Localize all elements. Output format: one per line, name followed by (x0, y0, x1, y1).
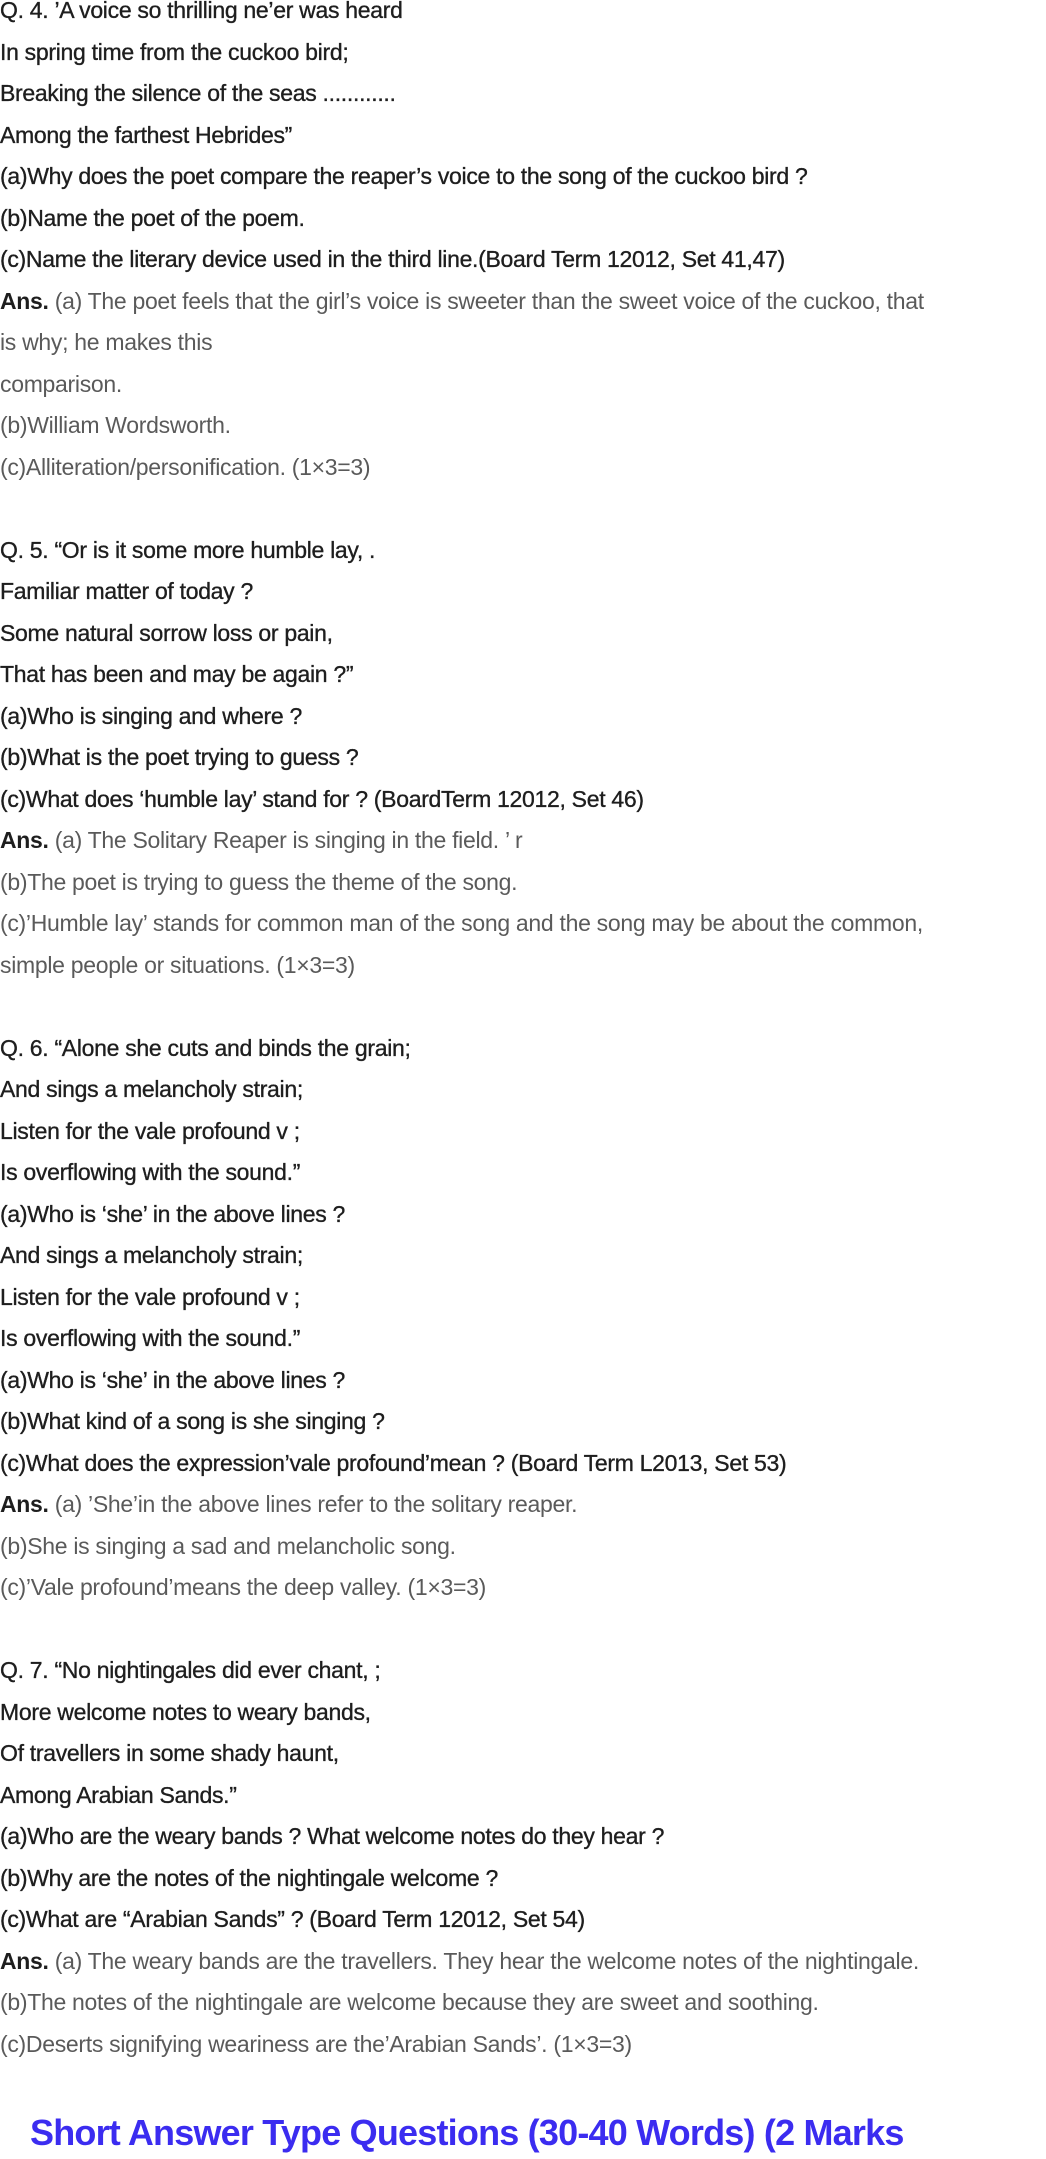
blank-line (0, 1609, 1046, 1651)
answer-line: (c)’Vale profound’means the deep valley. (1×3=3) (0, 1574, 486, 1600)
answer-line: (b)The notes of the nightingale are welcome because they are sweet and soothing. (0, 1989, 819, 2015)
question-line: In spring time from the cuckoo bird; (0, 38, 349, 65)
answer-line (0, 281, 1046, 323)
answer-label: Ans. (0, 287, 49, 314)
question-line: Q. 5. “Or is it some more humble lay, . (0, 536, 376, 563)
question-line: (b)What is the poet trying to guess ? (0, 744, 359, 770)
question-line: (a)Why does the poet compare the reaper’s voice to the song of the cuckoo bird ? (0, 163, 808, 189)
answer-line: (c)Deserts signifying weariness are the’Arabian Sands’. (1×3=3) (0, 2030, 632, 2057)
question-line: (a)Who is ‘she’ in the above lines ? (0, 1366, 346, 1393)
question-line: (a)Who is ‘she’ in the above lines ? (0, 1200, 346, 1227)
answer-label: Ans. (0, 1491, 49, 1517)
question-line: (a)Who is singing and where ? (0, 702, 302, 729)
question-line: Q. 4. ’A voice so thrilling ne’er was heard (0, 0, 403, 23)
question-line: Listen for the vale profound v ; (0, 1283, 300, 1310)
answer-line: (b)The poet is trying to guess the theme of the song. (0, 868, 518, 895)
question-line: (a)Who are the weary bands ? What welcome notes do they hear ? (0, 1823, 665, 1849)
question-line: And sings a melancholy strain; (0, 1076, 303, 1102)
question-line: (c)Name the literary device used in the third line.(Board Term 12012, Set 41,47) (0, 246, 785, 272)
question-line: Some natural sorrow loss or pain, (0, 619, 333, 646)
question-line: (c)What are “Arabian Sands” ? (Board Term 12012, Set 54) (0, 1906, 585, 1932)
answer-line: (c)’Humble lay’ stands for common man of the song and the song may be about the common, (0, 910, 923, 936)
blank-line (0, 488, 1046, 530)
answer-label: Ans. (0, 827, 49, 853)
question-line: Breaking the silence of the seas ............ (0, 80, 396, 106)
answer-label: Ans. (0, 1947, 49, 1974)
answer-line: comparison. (0, 370, 122, 397)
question-line: Among Arabian Sands.” (0, 1781, 237, 1808)
question-line: Among the farthest Hebrides” (0, 121, 293, 148)
answer-text: (a) ’She’in the above lines refer to the solitary reaper. (48, 1491, 578, 1517)
question-line: Q. 7. “No nightingales did ever chant, ; (0, 1657, 381, 1683)
question-line: Is overflowing with the sound.” (0, 1325, 301, 1351)
question-line: (b)What kind of a song is she singing ? (0, 1408, 385, 1434)
answer-line: is why; he makes this (0, 329, 213, 355)
question-line: And sings a melancholy strain; (0, 1242, 303, 1268)
answer-line: simple people or situations. (1×3=3) (0, 951, 355, 978)
answer-text: (a) The poet feels that the girl’s voice is sweeter than the sweet voice of the cuckoo, that (48, 287, 924, 314)
question-line: That has been and may be again ?” (0, 661, 354, 687)
answer-line: (b)William Wordsworth. (0, 412, 231, 438)
question-line: Is overflowing with the sound.” (0, 1159, 301, 1185)
answer-text: (a) The Solitary Reaper is singing in the field. ’ r (48, 827, 523, 853)
blank-line (0, 986, 1046, 1028)
question-line: (b)Why are the notes of the nightingale welcome ? (0, 1864, 498, 1891)
answer-line (0, 820, 1046, 862)
question-line: Of travellers in some shady haunt, (0, 1740, 339, 1766)
answer-line: (b)She is singing a sad and melancholic song. (0, 1532, 456, 1559)
section-heading: Short Answer Type Questions (30-40 Words) (2 Marks (30, 2112, 904, 2153)
answer-line (0, 1484, 1046, 1526)
question-line: (b)Name the poet of the poem. (0, 204, 305, 231)
question-line: More welcome notes to weary bands, (0, 1698, 371, 1725)
answer-text: (a) The weary bands are the travellers. They hear the welcome notes of the nightingale. (48, 1947, 919, 1974)
question-line: Q. 6. “Alone she cuts and binds the grain; (0, 1034, 411, 1061)
answer-line (0, 1941, 1046, 1983)
question-line: (c)What does ‘humble lay’ stand for ? (BoardTerm 12012, Set 46) (0, 785, 644, 812)
question-line: Familiar matter of today ? (0, 578, 253, 604)
answer-line: (c)Alliteration/personification. (1×3=3) (0, 453, 371, 480)
question-line: (c)What does the expression’vale profound’mean ? (Board Term L2013, Set 53) (0, 1449, 787, 1476)
question-line: Listen for the vale profound v ; (0, 1117, 300, 1144)
